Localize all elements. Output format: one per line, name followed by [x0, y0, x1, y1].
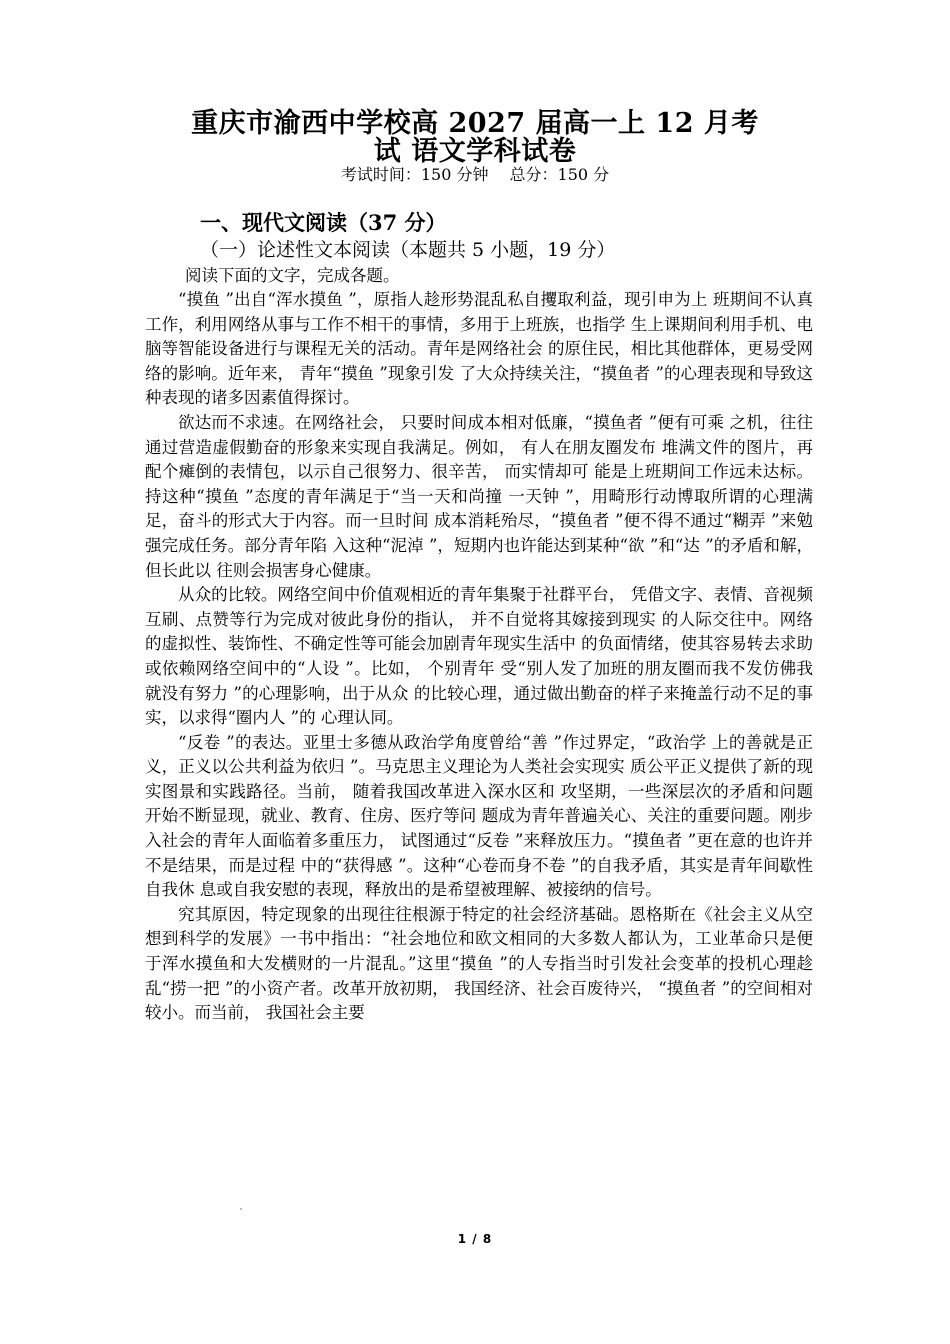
scan-speck — [240, 1208, 242, 1210]
passage-paragraph-1: “摸鱼 ”出自“浑水摸鱼 ”，原指人趁形势混乱私自攫取利益，现引申为上 班期间不认真工作，利用网络从事与工作不相干的事情，多用于上班族，也指学 生上课期间利用手机、电脑等智能设备进行与课程无关的活动。青年是网络社会 的原住民，相比其他群体，更易受网络的影响。近年来， 青年“摸鱼 ”现象引发 了大众持续关注，“摸鱼者 ”的心理表现和导致这种表现的诸多因素值得探讨。 — [145, 290, 813, 408]
passage-paragraph-5: 究其原因，特定现象的出现往往根源于特定的社会经济基础。恩格斯在《社会主义从空想到科学的发展》一书中指出：“社会地位和欧文相同的大多数人都认为，工业革命只是便于浑水摸鱼和大发横财的一片混乱。”这里“摸鱼 ”的人专指当时引发社会变革的投机心理趁乱“捞一把 ”的小资产者。改革开放初期， 我国经济、社会百废待兴， “摸鱼者 ”的空间相对较小。而当前， 我国社会主要 — [145, 904, 813, 1023]
reading-passage — [145, 288, 813, 1026]
exam-title-line1: 重庆市渝西中学校高 2027 届高一上 12 月考 — [191, 108, 759, 139]
exam-title-line2: 试 语文学科试卷 — [373, 136, 577, 167]
section-heading: 一、现代文阅读（37 分） — [200, 210, 447, 235]
page-number: 1 / 8 — [457, 1232, 493, 1246]
exam-meta: 考试时间：150 分钟 总分：150 分 — [340, 165, 610, 184]
reading-instruction: 阅读下面的文字，完成各题。 — [185, 266, 400, 285]
subsection-heading: （一）论述性文本阅读（本题共 5 小题，19 分） — [200, 239, 616, 261]
passage-paragraph-4: “反卷 ”的表达。亚里士多德从政治学角度曾给“善 ”作过界定，“政治学 上的善就是正义，正义以公共利益为依归 ”。马克思主义理论为人类社会实现实 质公平正义提供了新的现实图景和实践路径。当前， 随着我国改革进入深水区和 攻坚期，一些深层次的矛盾和问题开始不断显现，就业、教育、住房、医疗等问 题成为青年普遍关心、关注的重要问题。刚步入社会的青年人面临着多重压力， 试图通过“反卷 ”来释放压力。“摸鱼者 ”更在意的也许并不是结果，而是过程 中的“获得感 ”。这种“心卷而身不卷 ”的自我矛盾，其实是青年间歇性自我休 息或自我安慰的表现，释放出的是希望被理解、被接纳的信号。 — [145, 732, 813, 900]
passage-paragraph-2: 欲达而不求速。在网络社会， 只要时间成本相对低廉，“摸鱼者 ”便有可乘 之机，往往通过营造虚假勤奋的形象来实现自我满足。例如， 有人在朋友圈发布 堆满文件的图片，再配个瘫倒的表情包，以示自己很努力、很辛苦， 而实情却可 能是上班期间工作远未达标。持这种“摸鱼 ”态度的青年满足于“当一天和尚撞 一天钟 ”，用畸形行动博取所谓的心理满足，奋斗的形式大于内容。而一旦时间 成本消耗殆尽，“摸鱼者 ”便不得不通过“糊弄 ”来勉强完成任务。部分青年陷 入这种“泥淖 ”，短期内也许能达到某种“欲 ”和“达 ”的矛盾和解，但长此以 往则会损害身心健康。 — [145, 412, 813, 580]
passage-paragraph-3: 从众的比较。网络空间中价值观相近的青年集聚于社群平台， 凭借文字、表情、音视频互刷、点赞等行为完成对彼此身份的指认， 并不自觉将其嫁接到现实 的人际交往中。网络的虚拟性、装饰性、不确定性等可能会加剧青年现实生活中 的负面情绪，使其容易转去求助或依赖网络空间中的“人设 ”。比如， 个别青年 受“别人发了加班的朋友圈而我不发仿佛我就没有努力 ”的心理影响，出于从众 的比较心理，通过做出勤奋的样子来掩盖行动不足的事实，以求得“圈内人 ”的 心理认同。 — [145, 585, 813, 728]
